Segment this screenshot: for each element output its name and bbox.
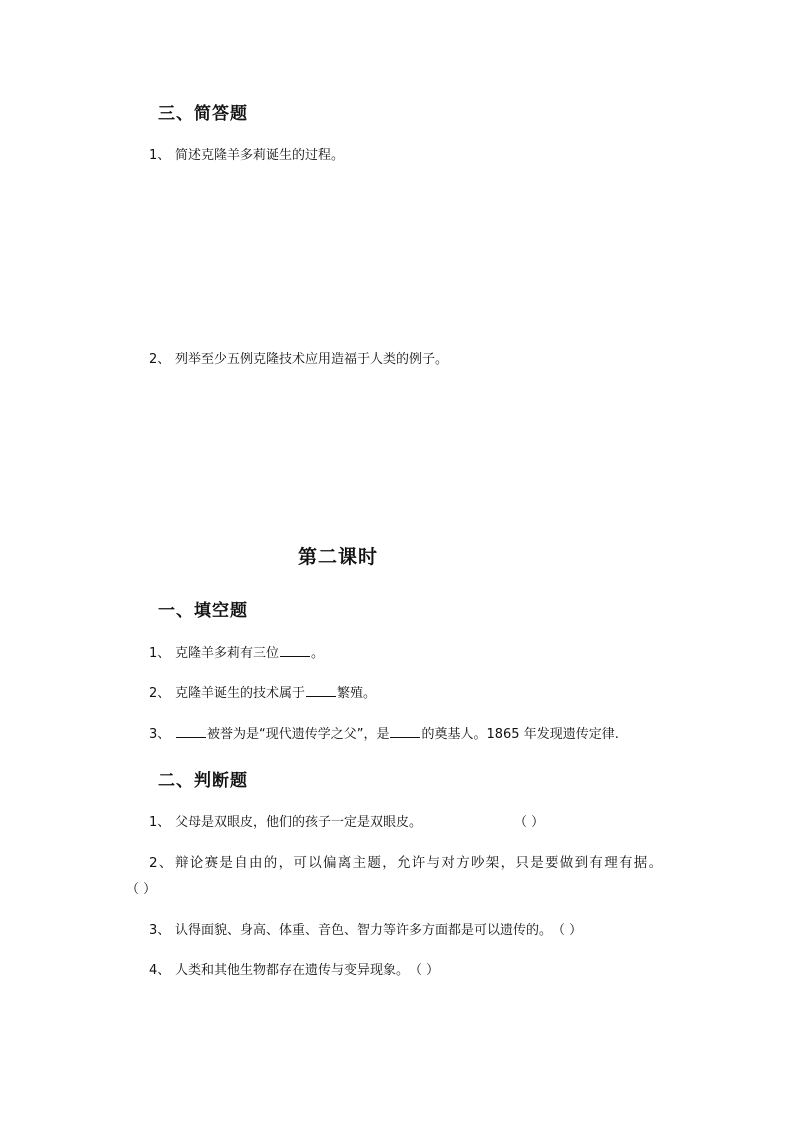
question-text: 克隆羊诞生的技术属于	[175, 686, 306, 701]
question-text: 列举至少五例克隆技术应用造福于人类的例子。	[175, 352, 449, 367]
true-false-question-1	[149, 813, 544, 833]
question-number: 2、	[149, 352, 171, 367]
short-answer-question-2	[149, 350, 448, 370]
question-text-end: 。	[311, 646, 325, 661]
fill-blank-question-2	[149, 683, 376, 704]
answer-parentheses[interactable]: （ ）	[126, 882, 157, 897]
question-number: 3、	[149, 923, 171, 938]
question-text-end: 繁殖。	[337, 686, 377, 701]
lesson-title: 第二课时	[298, 546, 379, 568]
answer-blank[interactable]	[176, 724, 206, 738]
question-number: 2、	[149, 686, 171, 701]
question-number: 1、	[149, 646, 171, 661]
answer-parentheses[interactable]: （ ）	[409, 963, 440, 978]
fill-blank-question-1	[149, 643, 324, 664]
fill-blank-heading: 一、填空题	[158, 601, 248, 621]
question-text: 认得面貌、身高、体重、音色、智力等许多方面都是可以遗传的。	[175, 923, 553, 938]
answer-blank[interactable]	[306, 683, 336, 697]
question-number: 3、	[149, 727, 171, 742]
question-text: 简述克隆羊多莉诞生的过程。	[175, 148, 345, 163]
answer-blank[interactable]	[280, 643, 310, 657]
question-text: 人类和其他生物都存在遗传与变异现象。	[175, 963, 410, 978]
true-false-question-4	[149, 961, 439, 981]
question-number: 1、	[149, 815, 171, 830]
fill-blank-question-3	[149, 724, 619, 745]
short-answer-heading: 三、简答题	[158, 104, 248, 124]
true-false-heading: 二、判断题	[158, 771, 248, 791]
answer-parentheses[interactable]: （ ）	[552, 923, 583, 938]
question-number: 4、	[149, 963, 171, 978]
answer-parentheses[interactable]: （ ）	[514, 815, 545, 830]
question-number: 1、	[149, 148, 171, 163]
question-text: 父母是双眼皮，他们的孩子一定是双眼皮。	[175, 815, 423, 830]
question-text: 被誉为是“现代遗传学之父”，是	[207, 727, 390, 742]
true-false-question-2	[149, 853, 663, 873]
short-answer-question-1	[149, 146, 344, 166]
question-text: 克隆羊多莉有三位	[175, 646, 280, 661]
question-text-end: 的奠基人。1865 年发现遗传定律.	[421, 727, 619, 742]
question-number: 2、	[149, 855, 174, 871]
question-text: 辩论赛是自由的，可以偏离主题，允许与对方吵架，只是要做到有理有据。	[175, 855, 664, 871]
true-false-question-3	[149, 921, 582, 941]
answer-blank[interactable]	[390, 724, 420, 738]
